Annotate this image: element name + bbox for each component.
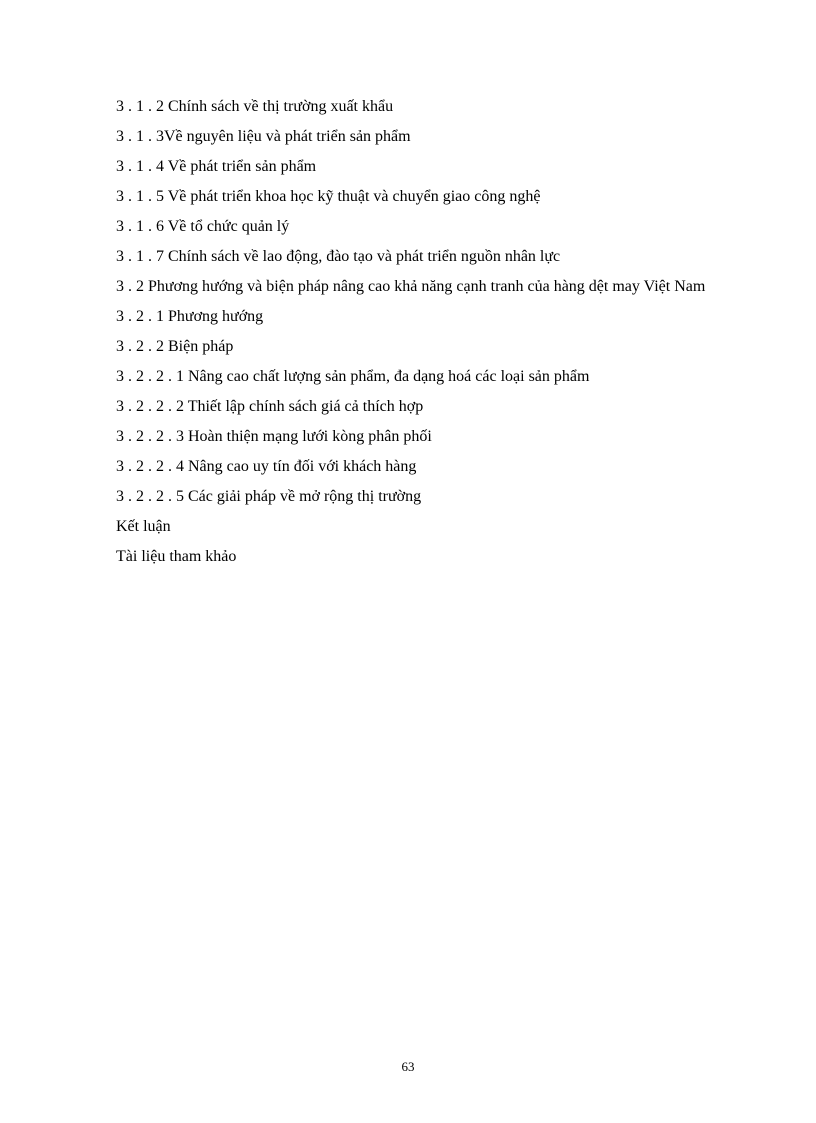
toc-entry-3-2-2: 3 . 2 . 2 Biện pháp (116, 338, 234, 355)
toc-entry-3-1-5: 3 . 1 . 5 Về phát triển khoa học kỹ thuật và chuyển giao công nghệ (116, 188, 541, 205)
toc-entry-3-2: 3 . 2 Phương hướng và biện pháp nâng cao khả năng cạnh tranh của hàng dệt may Việt Nam (116, 278, 706, 295)
toc-entry-3-1-6: 3 . 1 . 6 Về tổ chức quản lý (116, 218, 290, 235)
toc-entry-3-2-2-1: 3 . 2 . 2 . 1 Nâng cao chất lượng sản phẩm, đa dạng hoá các loại sản phẩm (116, 368, 590, 385)
toc-entry-3-2-2-4: 3 . 2 . 2 . 4 Nâng cao uy tín đối với khách hàng (116, 458, 417, 475)
toc-entry-3-2-1: 3 . 2 . 1 Phương hướng (116, 308, 264, 325)
toc-entry-3-1-2: 3 . 1 . 2 Chính sách về thị trường xuất khẩu (116, 98, 394, 115)
toc-entry-3-2-2-2: 3 . 2 . 2 . 2 Thiết lập chính sách giá cả thích hợp (116, 398, 424, 415)
toc-entry-3-1-3: 3 . 1 . 3Về nguyên liệu và phát triển sản phẩm (116, 128, 411, 145)
toc-entry-3-1-4: 3 . 1 . 4 Về phát triển sản phẩm (116, 158, 317, 175)
toc-entry-conclusion: Kết luận (116, 518, 171, 535)
page-number: 63 (401, 1059, 415, 1074)
toc-entry-3-1-7: 3 . 1 . 7 Chính sách về lao động, đào tạo và phát triển nguồn nhân lực (116, 248, 561, 265)
table-of-contents (116, 92, 746, 572)
toc-entry-3-2-2-5: 3 . 2 . 2 . 5 Các giải pháp về mở rộng thị trường (116, 488, 422, 505)
toc-entry-references: Tài liệu tham khảo (116, 548, 237, 565)
toc-entry-3-2-2-3: 3 . 2 . 2 . 3 Hoàn thiện mạng lưới kòng phân phối (116, 428, 432, 445)
